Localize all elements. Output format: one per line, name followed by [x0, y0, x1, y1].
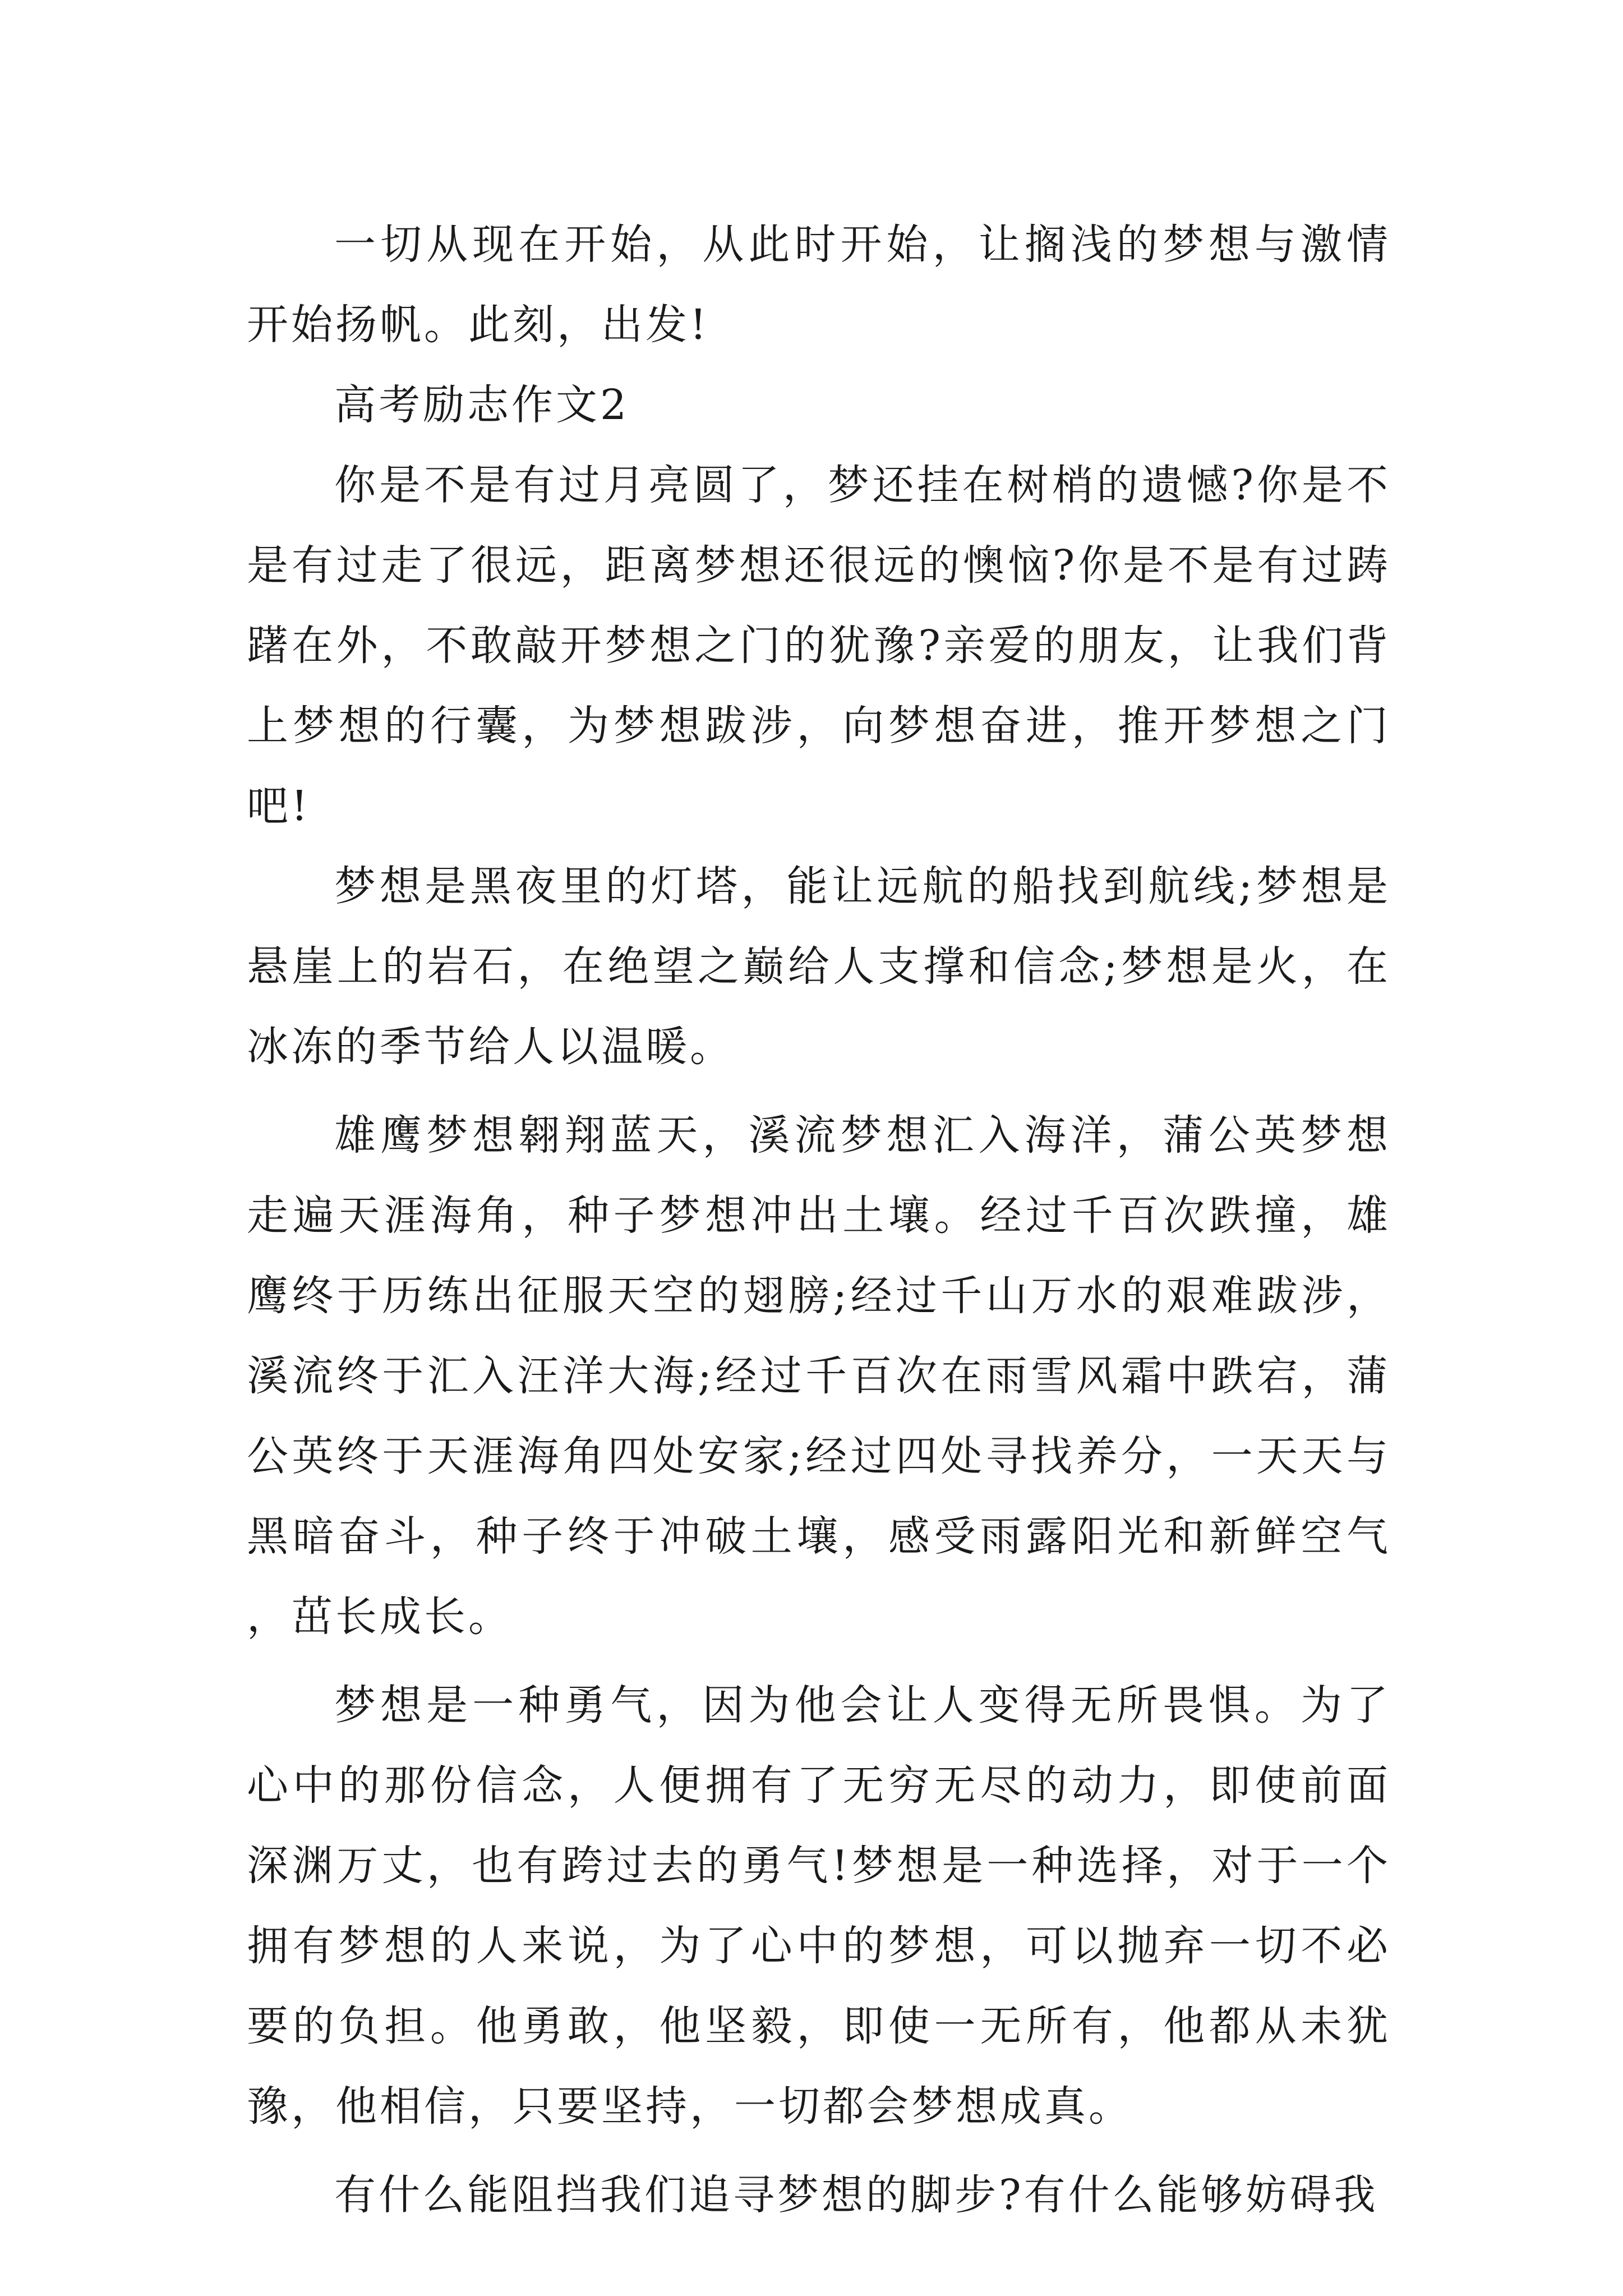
paragraph-eagle-stream: 雄鹰梦想翱翔蓝天，溪流梦想汇入海洋，蒲公英梦想走遍天涯海角，种子梦想冲出土壤。经过千百次跌撞，雄鹰终于历练出征服天空的翅膀;经过千山万水的艰难跋涉，溪流终于汇入汪洋大海;经过千百次在雨雪风霜中跌宕，蒲公英终于天涯海角四处安家;经过四处寻找养分，一天天与黑暗奋斗，种子终于冲破土壤，感受雨露阳光和新鲜空气，茁长成长。 — [247, 1111, 1391, 1641]
paragraph-dream-questions: 你是不是有过月亮圆了，梦还挂在树梢的遗憾?你是不是有过走了很远，距离梦想还很远的懊恼?你是不是有过踌躇在外，不敢敲开梦想之门的犹豫?亲爱的朋友，让我们背上梦想的行囊，为梦想跋涉，向梦想奋进，推开梦想之门吧! — [247, 461, 1391, 830]
essay-heading: 高考励志作文2 — [334, 381, 630, 429]
document-body — [247, 205, 1391, 2235]
paragraph-dream-courage: 梦想是一种勇气，因为他会让人变得无所畏惧。为了心中的那份信念，人便拥有了无穷无尽的动力，即使前面深渊万丈，也有跨过去的勇气!梦想是一种选择，对于一个拥有梦想的人来说，为了心中的梦想，可以抛弃一切不必要的负担。他勇敢，他坚毅，即使一无所有，他都从未犹豫，他相信，只要坚持，一切都会梦想成真。 — [247, 1681, 1391, 2131]
paragraph-dream-lighthouse: 梦想是黑夜里的灯塔，能让远航的船找到航线;梦想是悬崖上的岩石，在绝望之巅给人支撑和信念;梦想是火，在冰冻的季节给人以温暖。 — [247, 862, 1391, 1071]
paragraph-what-stops-us: 有什么能阻挡我们追寻梦想的脚步?有什么能够妨碍我 — [334, 2171, 1378, 2219]
paragraph-intro-ending: 一切从现在开始，从此时开始，让搁浅的梦想与激情开始扬帆。此刻，出发! — [247, 220, 1391, 349]
